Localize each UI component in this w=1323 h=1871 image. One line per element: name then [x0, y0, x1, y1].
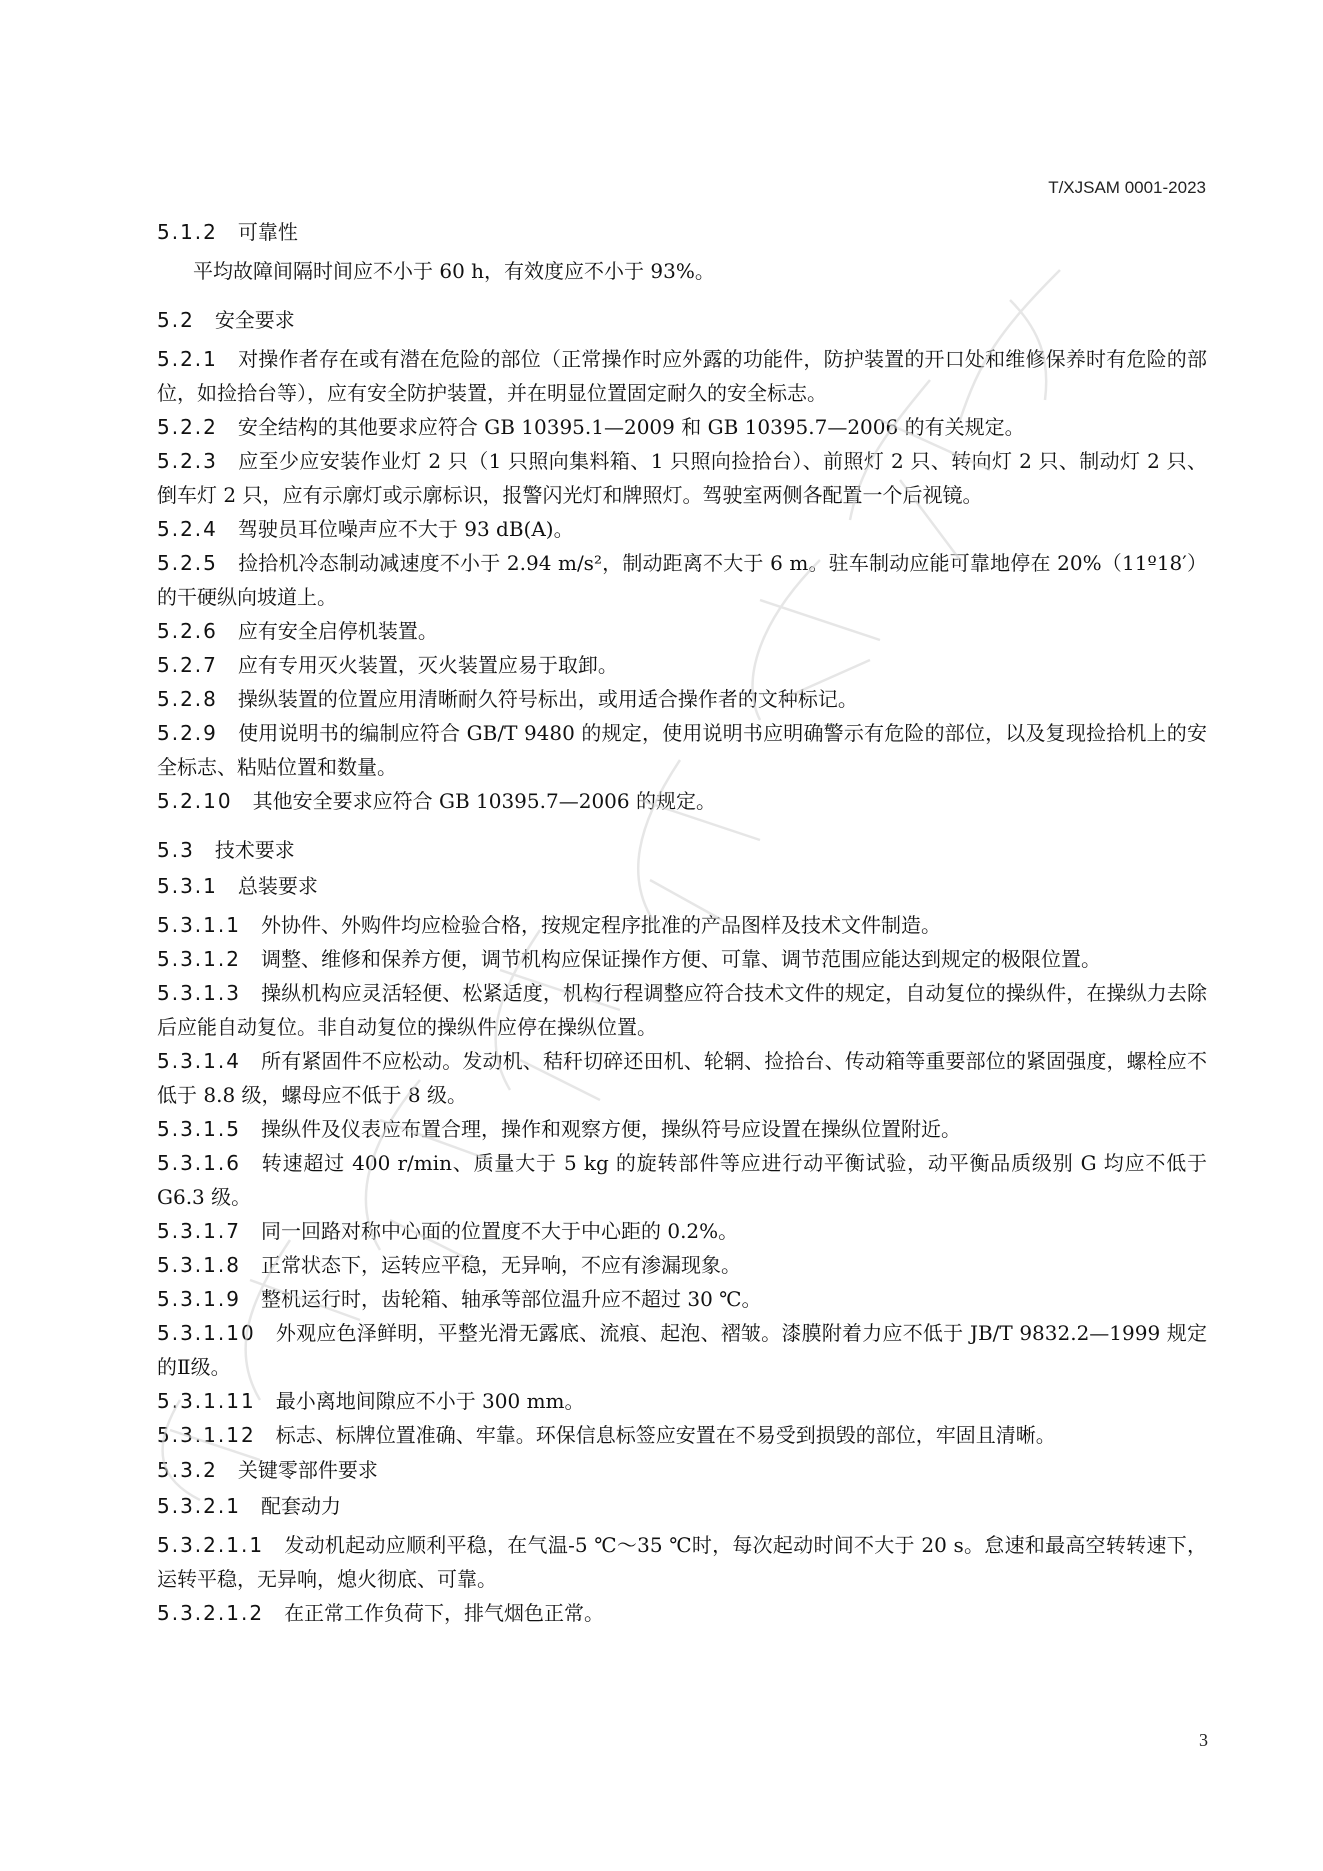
clause-paragraph [157, 614, 1207, 648]
clause-text: 捡拾机冷态制动减速度不小于 2.94 m/s²，制动距离不大于 6 m。驻车制动应能可靠地停在 20%（11º18′）的干硬纵向坡道上。 [157, 551, 1207, 609]
clause-paragraph [157, 1282, 1207, 1316]
section-heading [157, 1452, 1207, 1488]
section-number: 5.3.2 [157, 1458, 218, 1482]
clause-text: 使用说明书的编制应符合 GB/T 9480 的规定，使用说明书应明确警示有危险的部位，以及复现捡拾机上的安全标志、粘贴位置和数量。 [157, 721, 1207, 779]
section-number: 5.2 [157, 308, 195, 332]
document-code: T/XJSAM 0001-2023 [1048, 178, 1206, 197]
section-title: 配套动力 [260, 1494, 341, 1518]
clause-paragraph [157, 908, 1207, 942]
clause-paragraph [157, 546, 1207, 614]
clause-number: 5.3.1.11 [157, 1389, 256, 1413]
clause-number: 5.3.1.10 [157, 1321, 256, 1345]
clause-number: 5.2.8 [157, 687, 218, 711]
section-number: 5.1.2 [157, 220, 218, 244]
section-number: 5.3 [157, 838, 195, 862]
clause-text: 应至少应安装作业灯 2 只（1 只照向集料箱、1 只照向捡拾台）、前照灯 2 只、转向灯 2 只、制动灯 2 只、倒车灯 2 只，应有示廓灯或示廓标识，报警闪光灯和牌照灯。驾驶室两侧各配置一个后视镜。 [157, 449, 1207, 507]
clause-paragraph [157, 1418, 1207, 1452]
clause-text: 应有专用灭火装置，灭火装置应易于取卸。 [237, 653, 618, 677]
section-title: 总装要求 [237, 874, 318, 898]
clause-text: 外观应色泽鲜明，平整光滑无露底、流痕、起泡、褶皱。漆膜附着力应不低于 JB/T 9832.2—1999 规定的Ⅱ级。 [157, 1321, 1207, 1379]
section-heading [157, 302, 1207, 338]
clause-number: 5.3.1.4 [157, 1049, 241, 1073]
clause-paragraph [157, 444, 1207, 512]
clause-number: 5.2.10 [157, 789, 233, 813]
clause-text: 应有安全启停机装置。 [237, 619, 438, 643]
section-title: 关键零部件要求 [237, 1458, 378, 1482]
section-heading [157, 214, 1207, 250]
clause-paragraph [157, 784, 1207, 818]
clause-text: 标志、标牌位置准确、牢靠。环保信息标签应安置在不易受到损毁的部位，牢固且清晰。 [275, 1423, 1056, 1447]
clause-text: 最小离地间隙应不小于 300 mm。 [275, 1389, 585, 1413]
clause-paragraph [157, 716, 1207, 784]
clause-number: 5.2.1 [157, 347, 218, 371]
clause-number: 5.2.6 [157, 619, 218, 643]
clause-paragraph [157, 942, 1207, 976]
clause-paragraph [157, 1384, 1207, 1418]
clause-number: 5.3.1.9 [157, 1287, 241, 1311]
section-heading [157, 832, 1207, 868]
clause-number: 5.2.7 [157, 653, 218, 677]
clause-text: 操纵装置的位置应用清晰耐久符号标出，或用适合操作者的文种标记。 [237, 687, 858, 711]
clause-number: 5.2.4 [157, 517, 218, 541]
clause-paragraph [157, 976, 1207, 1044]
clause-text: 转速超过 400 r/min、质量大于 5 kg 的旋转部件等应进行动平衡试验，动平衡品质级别 G 均应不低于 G6.3 级。 [157, 1151, 1207, 1209]
clause-number: 5.3.1.7 [157, 1219, 241, 1243]
clause-text: 整机运行时，齿轮箱、轴承等部位温升应不超过 30 ℃。 [260, 1287, 762, 1311]
clause-paragraph [157, 1528, 1207, 1596]
clause-paragraph [157, 410, 1207, 444]
clause-text: 操纵件及仪表应布置合理，操作和观察方便，操纵符号应设置在操纵位置附近。 [260, 1117, 961, 1141]
clause-text: 操纵机构应灵活轻便、松紧适度，机构行程调整应符合技术文件的规定，自动复位的操纵件，在操纵力去除后应能自动复位。非自动复位的操纵件应停在操纵位置。 [157, 981, 1207, 1039]
clause-number: 5.3.1.8 [157, 1253, 241, 1277]
clause-paragraph [157, 1248, 1207, 1282]
clause-text: 安全结构的其他要求应符合 GB 10395.1—2009 和 GB 10395.7—2006 的有关规定。 [237, 415, 1025, 439]
clause-paragraph [157, 648, 1207, 682]
clause-text: 同一回路对称中心面的位置度不大于中心距的 0.2%。 [260, 1219, 739, 1243]
section-heading [157, 1488, 1207, 1524]
section-title: 技术要求 [214, 838, 295, 862]
clause-text: 其他安全要求应符合 GB 10395.7—2006 的规定。 [252, 789, 716, 813]
section-title: 安全要求 [214, 308, 295, 332]
clause-number: 5.3.1.6 [157, 1151, 241, 1175]
clause-text: 驾驶员耳位噪声应不大于 93 dB(A)。 [237, 517, 574, 541]
clause-paragraph [157, 342, 1207, 410]
clause-number: 5.3.1.1 [157, 913, 241, 937]
clause-text: 所有紧固件不应松动。发动机、秸秆切碎还田机、轮辋、捡拾台、传动箱等重要部位的紧固强度，螺栓应不低于 8.8 级，螺母应不低于 8 级。 [157, 1049, 1207, 1107]
clause-number: 5.2.5 [157, 551, 218, 575]
clause-number: 5.3.1.2 [157, 947, 241, 971]
clause-number: 5.3.2.1.1 [157, 1533, 265, 1557]
clause-text: 发动机起动应顺利平稳，在气温-5 ℃～35 ℃时，每次起动时间不大于 20 s。怠速和最高空转转速下，运转平稳，无异响，熄火彻底、可靠。 [157, 1533, 1207, 1591]
clause-number: 5.3.1.5 [157, 1117, 241, 1141]
clause-paragraph [157, 1146, 1207, 1214]
clause-number: 5.2.3 [157, 449, 218, 473]
clause-number: 5.2.2 [157, 415, 218, 439]
clause-number: 5.3.1.12 [157, 1423, 256, 1447]
section-number: 5.3.2.1 [157, 1494, 241, 1518]
clause-paragraph [157, 1044, 1207, 1112]
clause-number: 5.3.2.1.2 [157, 1601, 265, 1625]
document-body [157, 214, 1207, 1630]
clause-paragraph [157, 1214, 1207, 1248]
clause-paragraph [157, 682, 1207, 716]
clause-text: 外协件、外购件均应检验合格，按规定程序批准的产品图样及技术文件制造。 [260, 913, 941, 937]
clause-paragraph [157, 1112, 1207, 1146]
section-heading [157, 868, 1207, 904]
section-number: 5.3.1 [157, 874, 218, 898]
clause-text: 正常状态下，运转应平稳，无异响，不应有渗漏现象。 [260, 1253, 741, 1277]
page-number: 3 [1199, 1730, 1208, 1750]
clause-paragraph [157, 254, 1207, 288]
clause-text: 调整、维修和保养方便，调节机构应保证操作方便、可靠、调节范围应能达到规定的极限位置。 [260, 947, 1101, 971]
clause-number: 5.3.1.3 [157, 981, 241, 1005]
clause-text: 在正常工作负荷下，排气烟色正常。 [284, 1601, 605, 1625]
section-title: 可靠性 [237, 220, 298, 244]
clause-paragraph [157, 512, 1207, 546]
clause-text: 平均故障间隔时间应不小于 60 h，有效度应不小于 93%。 [193, 259, 715, 283]
clause-paragraph [157, 1316, 1207, 1384]
clause-paragraph [157, 1596, 1207, 1630]
clause-text: 对操作者存在或有潜在危险的部位（正常操作时应外露的功能件，防护装置的开口处和维修保养时有危险的部位，如捡拾台等），应有安全防护装置，并在明显位置固定耐久的安全标志。 [157, 347, 1207, 405]
clause-number: 5.2.9 [157, 721, 218, 745]
